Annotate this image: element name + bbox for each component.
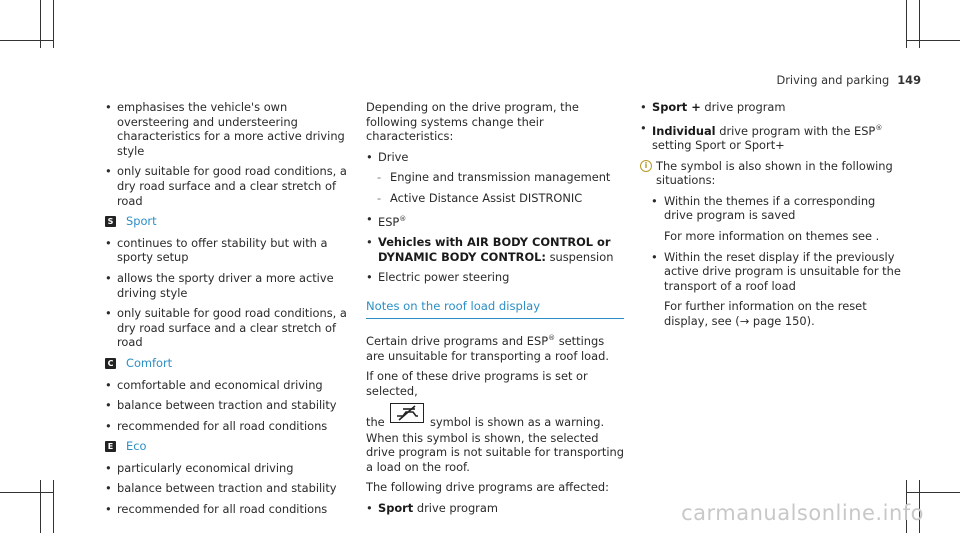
list-item: • particularly economical driving	[105, 461, 350, 476]
text: drive program with the ESP	[715, 123, 876, 138]
crop-mark	[0, 492, 54, 493]
list-item: • only suitable for good road conditions, a dry road surface and a clear stretch of road	[105, 164, 350, 208]
list-item: • Within the reset display if the previously active drive program is unsuitable for the transport of a roof load	[640, 250, 902, 294]
list-item: • Drive	[366, 150, 624, 165]
paragraph: If one of these drive programs is set or selected,	[366, 369, 588, 398]
text: symbol is shown as a warning. When this symbol is shown, the selected drive program is not suitable for transporting a load on the roof.	[366, 414, 625, 474]
column-left	[105, 100, 350, 523]
paragraph: The following drive programs are affected:	[366, 480, 609, 495]
list-item: • balance between traction and stability	[105, 481, 350, 496]
registered-mark: ®	[548, 334, 556, 343]
text: Certain drive programs and ESP	[366, 334, 549, 349]
section-heading: Notes on the roof load display	[366, 299, 624, 320]
registered-mark: ®	[399, 214, 407, 223]
section-title: Driving and parking	[776, 73, 890, 87]
mode-eco	[105, 439, 350, 454]
text: drive program	[413, 500, 498, 515]
bold-text: Individual	[652, 123, 716, 138]
crop-mark	[0, 40, 54, 41]
sub-list-item: - Engine and transmission management	[366, 170, 624, 185]
bold-text: Vehicles with AIR BODY CONTROL or DYNAMIC BODY CONTROL:	[378, 234, 611, 264]
crop-mark	[53, 480, 54, 533]
column-middle	[366, 100, 624, 521]
comfort-key-icon: C	[105, 358, 116, 369]
crop-mark	[40, 480, 41, 533]
list-item: • emphasises the vehicle's own oversteering and understeering characteristics for a more active driving style	[105, 100, 350, 158]
text: setting Sport or Sport+	[652, 137, 785, 152]
list-item: • Within the themes if a corresponding drive program is saved	[640, 194, 902, 223]
esp-text: ESP	[378, 214, 400, 229]
crop-mark	[906, 492, 960, 493]
watermark: carmanualsonline.info	[681, 501, 924, 525]
list-item: • continues to offer stability but with a sporty setup	[105, 236, 350, 265]
crop-mark	[906, 40, 960, 41]
sub-list-item: - Active Distance Assist DISTRONIC	[366, 191, 624, 206]
paragraph: For further information on the reset display, see (→ page 150).	[664, 299, 867, 328]
list-item	[640, 100, 902, 115]
registered-mark: ®	[875, 123, 883, 132]
list-item	[366, 212, 624, 229]
mode-label: Sport	[126, 214, 157, 229]
list-item: • recommended for all road conditions	[105, 419, 350, 434]
page-number: 149	[897, 73, 921, 87]
roof-load-warning-icon	[390, 403, 424, 423]
column-right	[640, 100, 902, 335]
list-item: • balance between traction and stability	[105, 398, 350, 413]
list-item: • Electric power steering	[366, 270, 624, 285]
mode-label: Eco	[126, 439, 147, 454]
eco-key-icon: E	[105, 441, 116, 452]
list-item	[640, 121, 902, 153]
paragraph: Depending on the drive program, the following systems change their characteristics:	[366, 100, 579, 144]
paragraph	[366, 411, 624, 475]
list-item: • only suitable for good road conditions, a dry road surface and a clear stretch of road	[105, 306, 350, 350]
list-item: • allows the sporty driver a more active driving style	[105, 271, 350, 300]
text: the	[366, 414, 385, 429]
info-icon: i	[640, 160, 652, 172]
mode-label: Comfort	[126, 355, 173, 370]
mode-comfort	[105, 356, 350, 371]
text: settings are unsuitable for transporting a roof load.	[366, 334, 609, 363]
paragraph	[366, 331, 624, 363]
text: drive program	[700, 100, 786, 114]
bold-text: Sport +	[652, 100, 701, 114]
list-item: • comfortable and economical driving	[105, 378, 350, 393]
mode-sport	[105, 214, 350, 229]
list-item	[366, 501, 624, 516]
bold-text: Sport	[378, 500, 414, 515]
sport-key-icon: S	[105, 216, 116, 227]
text: The symbol is also shown in the following situations:	[656, 158, 893, 188]
text: suspension	[545, 249, 614, 264]
list-item	[366, 235, 624, 264]
paragraph: For more information on themes see .	[664, 228, 880, 243]
page-header	[776, 73, 921, 87]
list-item: • recommended for all road conditions	[105, 502, 350, 517]
info-note	[640, 159, 902, 188]
